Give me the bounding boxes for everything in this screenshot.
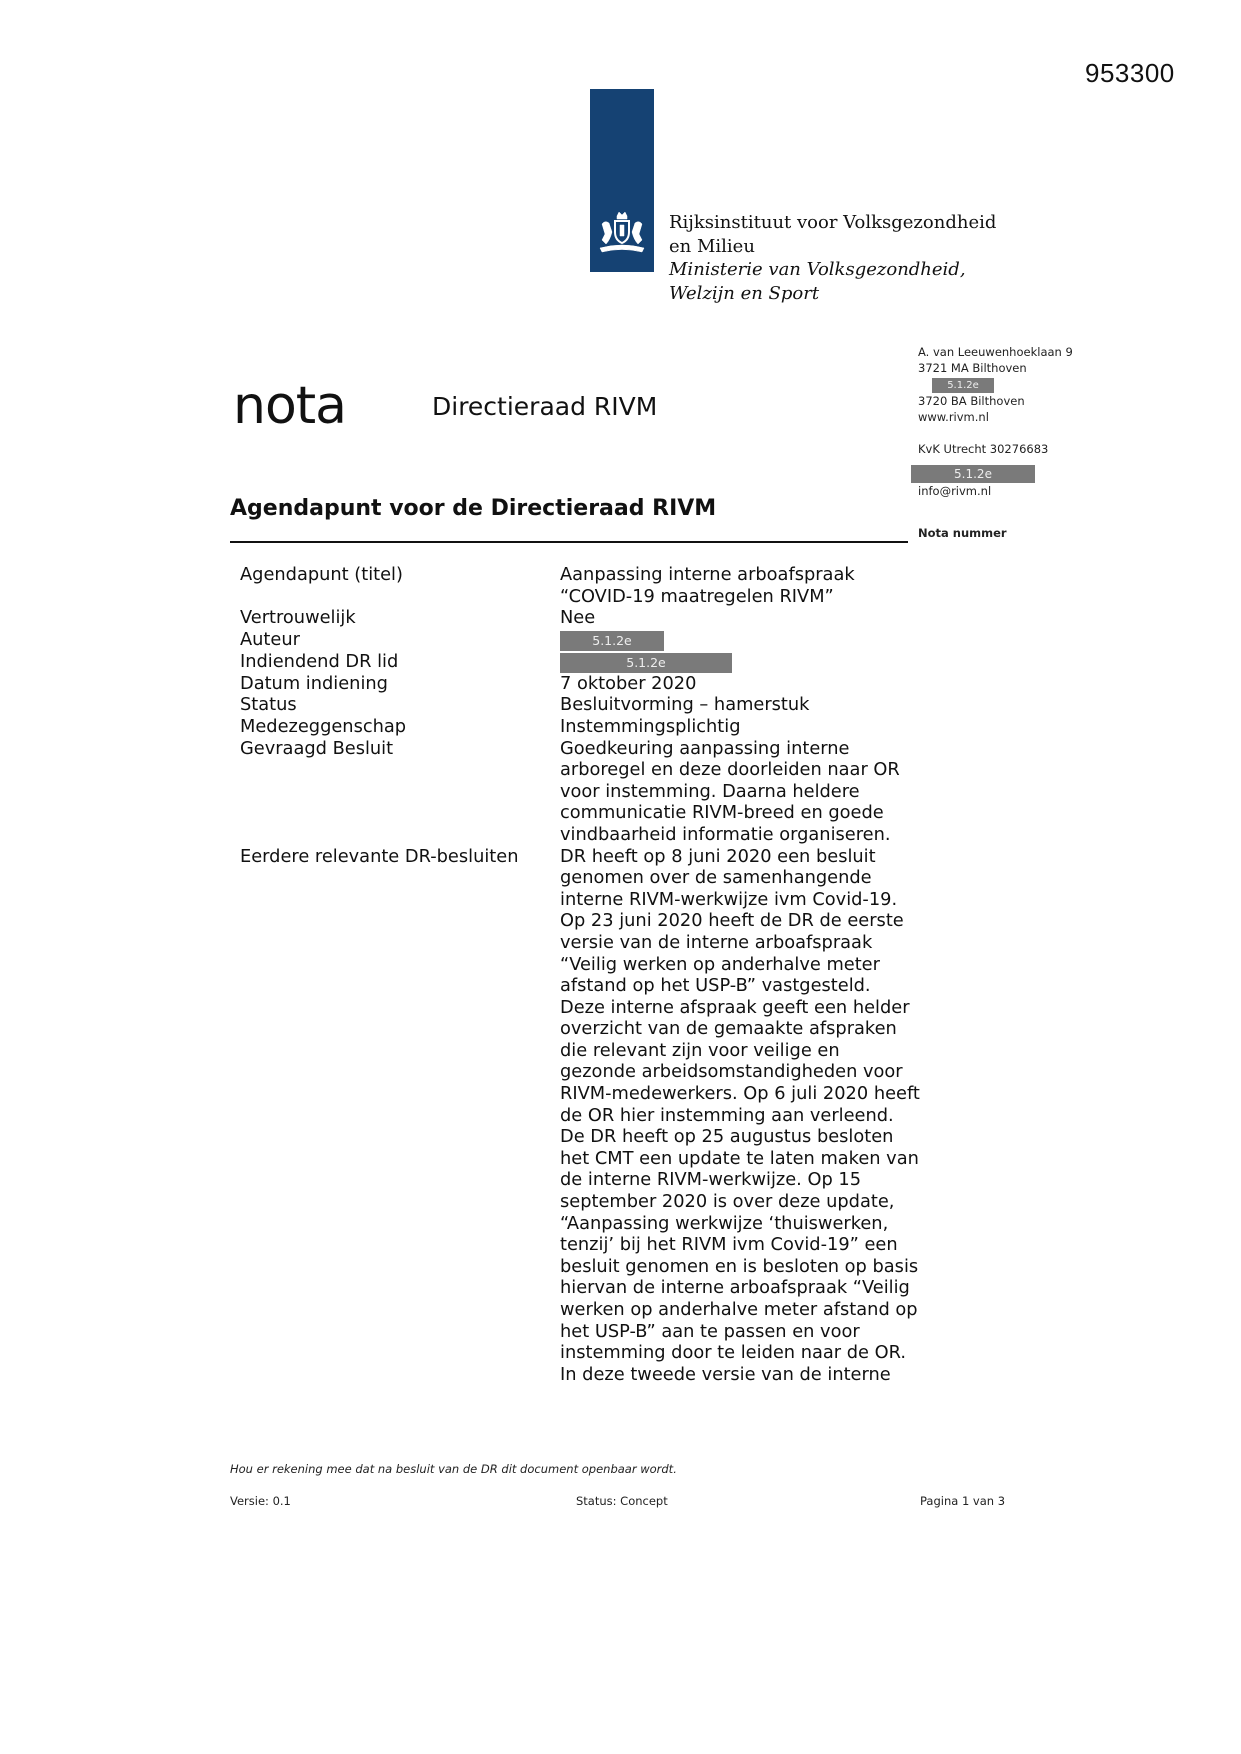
- field-value: DR heeft op 8 juni 2020 een besluit genomen over de samenhangende interne RIVM-werkwijze ivm Covid-19. Op 23 juni 2020 heeft de DR de eerste versie van de interne arboafspraak “Veilig werken op anderhalve meter afstand op het USP-B” vastgesteld. Deze interne afspraak geeft een helder overzicht van de gemaakte afspraken die relevant zijn voor veilige en gezonde arbeidsomstandigheden voor RIVM-medewerkers. Op 6 juli 2020 heeft de OR hier instemming aan verleend. De DR heeft op 25 augustus besloten het CMT een update te laten maken van de interne RIVM-werkwijze. Op 15 september 2020 is over deze update, “Aanpassing werkwijze ‘thuiswerken, tenzij’ bij het RIVM ivm Covid-19” een besluit genomen en is besloten op basis hiervan de interne arboafspraak “Veilig werken op anderhalve meter afstand op het USP-B” aan te passen en voor instemming door te leiden naar de OR. In deze tweede versie van de interne: [560, 845, 920, 1385]
- redaction-block: 5.1.2e: [560, 653, 732, 673]
- field-value: 7 oktober 2020: [560, 672, 697, 694]
- address-block: [918, 344, 1073, 499]
- footer-status: Status: Concept: [576, 1494, 668, 1508]
- org-line-1: Rijksinstituut voor Volksgezondheid: [669, 212, 997, 233]
- document-number: 953300: [1085, 58, 1175, 88]
- field-value: Goedkeuring aanpassing interne arboregel en deze doorleiden naar OR voor instemming. Daarna heldere communicatie RIVM-breed en goede vindbaarheid informatie organiseren.: [560, 737, 900, 845]
- field-label: Status: [240, 694, 297, 716]
- nota-title: nota: [233, 376, 347, 436]
- field-label: Eerdere relevante DR-besluiten: [240, 845, 519, 867]
- redaction-block: 5.1.2e: [911, 465, 1035, 483]
- crest-icon: [596, 210, 648, 256]
- field-value: Instemmingsplichtig: [560, 715, 741, 737]
- field-row: [240, 694, 920, 716]
- fields-table: [240, 564, 920, 1385]
- field-value: Aanpassing interne arboafspraak “COVID-19 maatregelen RIVM”: [560, 564, 855, 607]
- field-label: Datum indiening: [240, 672, 388, 694]
- field-label: Agendapunt (titel): [240, 564, 403, 585]
- field-row: [240, 716, 920, 738]
- heading-divider: [230, 541, 908, 543]
- address-street: A. van Leeuwenhoeklaan 9: [918, 345, 1073, 359]
- field-row: [240, 629, 920, 651]
- field-label: Gevraagd Besluit: [240, 737, 394, 759]
- rivm-logo-bar: [590, 89, 654, 272]
- ministry-line-1: Ministerie van Volksgezondheid,: [669, 259, 966, 280]
- ministry-line-2: Welzijn en Sport: [669, 282, 820, 304]
- nota-nummer-label: Nota nummer: [918, 526, 1007, 540]
- organization-name: [669, 211, 996, 305]
- agenda-heading: Agendapunt voor de Directieraad RIVM: [230, 496, 717, 521]
- field-label: Medezeggenschap: [240, 715, 407, 737]
- field-row: [240, 738, 920, 846]
- address-email: info@rivm.nl: [918, 484, 992, 498]
- field-row: [240, 564, 920, 607]
- footer-version: Versie: 0.1: [230, 1494, 291, 1508]
- footer-note: Hou er rekening mee dat na besluit van de DR dit document openbaar wordt.: [230, 1462, 677, 1476]
- field-value: Nee: [560, 607, 596, 629]
- field-row: [240, 607, 920, 629]
- address-website: www.rivm.nl: [918, 410, 989, 424]
- redaction-block: 5.1.2e: [932, 378, 994, 393]
- field-row: [240, 651, 920, 673]
- address-postbus: 3720 BA Bilthoven: [918, 394, 1025, 408]
- field-label: Indiendend DR lid: [240, 650, 399, 672]
- directieraad-title: Directieraad RIVM: [432, 392, 658, 421]
- field-value: Besluitvorming – hamerstuk: [560, 694, 810, 716]
- field-row: [240, 673, 920, 695]
- field-label: Vertrouwelijk: [240, 607, 356, 629]
- field-row: [240, 846, 920, 1386]
- redaction-block: 5.1.2e: [560, 631, 664, 651]
- footer-page-number: Pagina 1 van 3: [920, 1494, 1006, 1508]
- address-postcode: 3721 MA Bilthoven: [918, 361, 1027, 375]
- address-kvk: KvK Utrecht 30276683: [918, 442, 1049, 456]
- org-line-2: en Milieu: [669, 235, 755, 257]
- field-label: Auteur: [240, 628, 300, 650]
